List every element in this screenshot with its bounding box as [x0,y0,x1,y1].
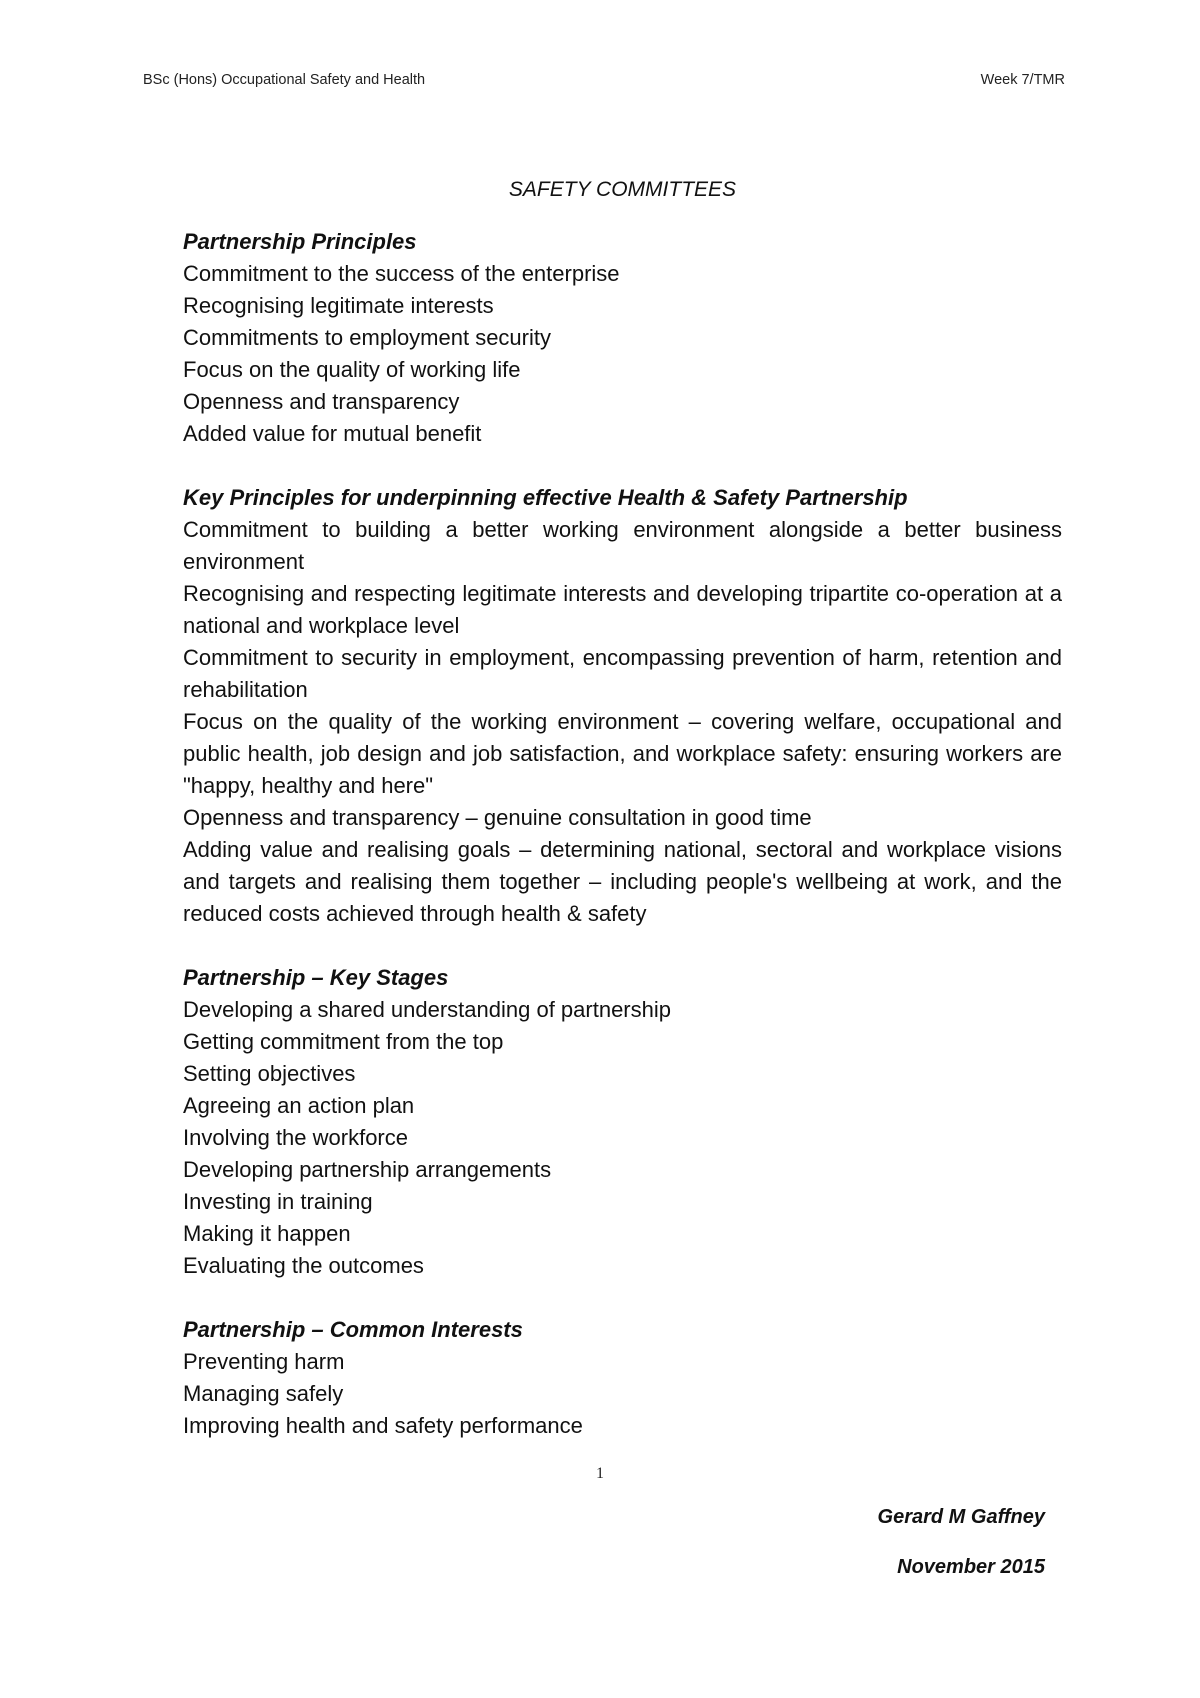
page-header [143,72,1065,88]
week-reference: Week 7/TMR [980,72,1065,88]
section-item: Agreeing an action plan [183,1093,415,1118]
section-item: Preventing harm [183,1349,345,1374]
section-heading: Partnership – Common Interests [183,1317,523,1342]
section-item: Openness and transparency – genuine consultation in good time [183,805,812,830]
section-item: Getting commitment from the top [183,1029,504,1054]
document-date: November 2015 [897,1556,1045,1578]
section-item: Improving health and safety performance [183,1413,583,1438]
page-number: 1 [596,1465,604,1482]
section-item: Focus on the quality of the working environment – covering welfare, occupational and public health, job design and job satisfaction, and workplace safety: ensuring workers are "happy, healthy and here" [183,709,1062,798]
section-item: Added value for mutual benefit [183,421,482,446]
section-item: Commitments to employment security [183,325,551,350]
section-item: Setting objectives [183,1061,356,1086]
section-item: Recognising legitimate interests [183,293,494,318]
author-name: Gerard M Gaffney [877,1506,1045,1528]
section-item: Commitment to the success of the enterprise [183,261,620,286]
course-title: BSc (Hons) Occupational Safety and Health [143,72,426,88]
section-item: Recognising and respecting legitimate interests and developing tripartite co-operation at a national and workplace level [183,581,1062,638]
section-key-stages [183,962,1062,1282]
document-title: SAFETY COMMITTEES [508,178,737,201]
section-heading: Partnership – Key Stages [183,965,449,990]
document-body [183,176,1062,1474]
section-common-interests [183,1314,1062,1442]
section-item: Commitment to building a better working environment alongside a better business environment [183,517,1062,574]
section-item: Adding value and realising goals – determining national, sectoral and workplace visions and targets and realising them together – including people's wellbeing at work, and the reduced costs achieved through health & safety [183,837,1062,926]
section-item: Making it happen [183,1221,351,1246]
section-item: Investing in training [183,1189,373,1214]
section-partnership-principles [183,226,1062,450]
section-item: Evaluating the outcomes [183,1253,424,1278]
section-heading: Partnership Principles [183,229,417,254]
section-item: Commitment to security in employment, encompassing prevention of harm, retention and rehabilitation [183,645,1062,702]
section-item: Managing safely [183,1381,344,1406]
section-item: Developing partnership arrangements [183,1157,552,1182]
section-item: Involving the workforce [183,1125,408,1150]
section-item: Focus on the quality of working life [183,357,521,382]
section-heading: Key Principles for underpinning effective Health & Safety Partnership [183,485,908,510]
section-item: Developing a shared understanding of partnership [183,997,671,1022]
section-key-principles [183,482,1062,930]
section-item: Openness and transparency [183,389,460,414]
